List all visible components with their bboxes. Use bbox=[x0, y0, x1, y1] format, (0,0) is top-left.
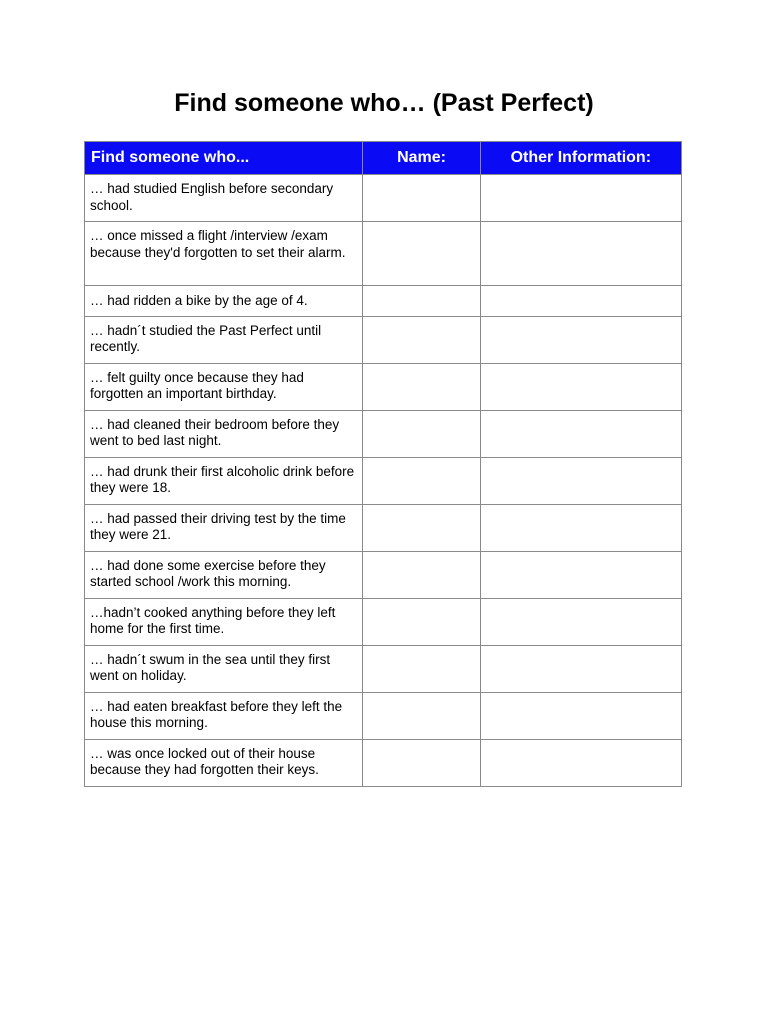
prompt-cell: … had passed their driving test by the time they were 21. bbox=[85, 504, 363, 551]
table-header-row bbox=[85, 142, 682, 175]
table-row bbox=[85, 692, 682, 739]
prompt-cell: … had done some exercise before they started school /work this morning. bbox=[85, 551, 363, 598]
page-title: Find someone who… (Past Perfect) bbox=[174, 89, 594, 117]
info-cell[interactable] bbox=[480, 645, 681, 692]
info-cell[interactable] bbox=[480, 363, 681, 410]
prompt-cell: … felt guilty once because they had forgotten an important birthday. bbox=[85, 363, 363, 410]
find-someone-table bbox=[84, 141, 682, 787]
table-row bbox=[85, 457, 682, 504]
name-cell[interactable] bbox=[363, 457, 480, 504]
prompt-cell: … was once locked out of their house because they had forgotten their keys. bbox=[85, 739, 363, 786]
info-cell[interactable] bbox=[480, 286, 681, 317]
header-prompt: Find someone who... bbox=[85, 142, 363, 175]
prompt-cell: … once missed a flight /interview /exam because they'd forgotten to set their alarm. bbox=[85, 222, 363, 286]
table-row bbox=[85, 363, 682, 410]
table-row bbox=[85, 286, 682, 317]
prompt-cell: … had cleaned their bedroom before they went to bed last night. bbox=[85, 410, 363, 457]
name-cell[interactable] bbox=[363, 316, 480, 363]
table-row bbox=[85, 645, 682, 692]
info-cell[interactable] bbox=[480, 316, 681, 363]
info-cell[interactable] bbox=[480, 410, 681, 457]
prompt-cell: …hadn’t cooked anything before they left home for the first time. bbox=[85, 598, 363, 645]
table-row bbox=[85, 598, 682, 645]
info-cell[interactable] bbox=[480, 175, 681, 222]
table-row bbox=[85, 739, 682, 786]
prompt-cell: … hadn´t studied the Past Perfect until recently. bbox=[85, 316, 363, 363]
name-cell[interactable] bbox=[363, 551, 480, 598]
name-cell[interactable] bbox=[363, 363, 480, 410]
name-cell[interactable] bbox=[363, 739, 480, 786]
info-cell[interactable] bbox=[480, 457, 681, 504]
name-cell[interactable] bbox=[363, 410, 480, 457]
table-row bbox=[85, 551, 682, 598]
prompt-cell: … had eaten breakfast before they left the house this morning. bbox=[85, 692, 363, 739]
table-row bbox=[85, 504, 682, 551]
name-cell[interactable] bbox=[363, 645, 480, 692]
info-cell[interactable] bbox=[480, 222, 681, 286]
prompt-cell: … had drunk their first alcoholic drink before they were 18. bbox=[85, 457, 363, 504]
info-cell[interactable] bbox=[480, 598, 681, 645]
name-cell[interactable] bbox=[363, 504, 480, 551]
name-cell[interactable] bbox=[363, 692, 480, 739]
table-row bbox=[85, 175, 682, 222]
prompt-cell: … had studied English before secondary school. bbox=[85, 175, 363, 222]
prompt-cell: … hadn´t swum in the sea until they first went on holiday. bbox=[85, 645, 363, 692]
name-cell[interactable] bbox=[363, 286, 480, 317]
name-cell[interactable] bbox=[363, 222, 480, 286]
table-row bbox=[85, 222, 682, 286]
table-row bbox=[85, 410, 682, 457]
prompt-cell: … had ridden a bike by the age of 4. bbox=[85, 286, 363, 317]
name-cell[interactable] bbox=[363, 175, 480, 222]
header-name: Name: bbox=[363, 142, 480, 175]
name-cell[interactable] bbox=[363, 598, 480, 645]
info-cell[interactable] bbox=[480, 739, 681, 786]
info-cell[interactable] bbox=[480, 692, 681, 739]
table-row bbox=[85, 316, 682, 363]
info-cell[interactable] bbox=[480, 551, 681, 598]
header-other-information: Other Information: bbox=[480, 142, 681, 175]
info-cell[interactable] bbox=[480, 504, 681, 551]
